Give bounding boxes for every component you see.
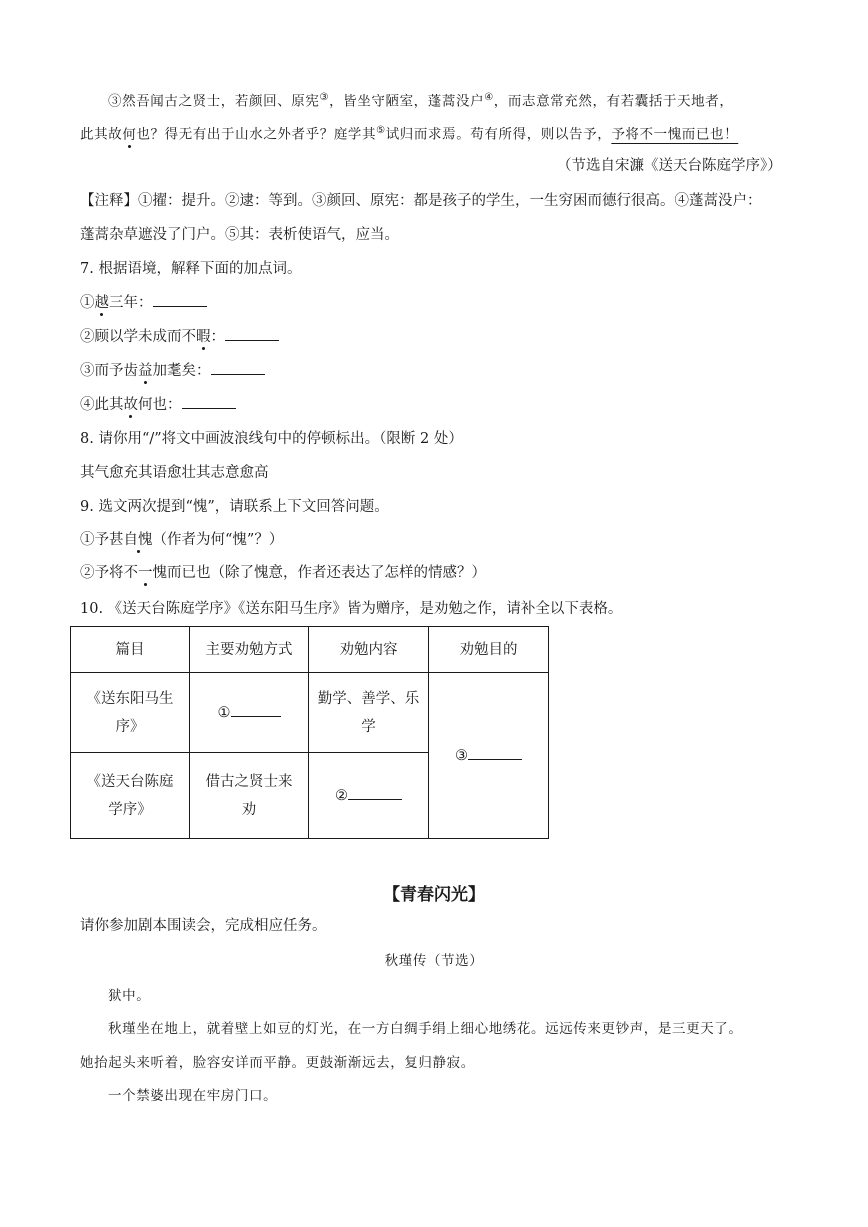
cell-text: 勤学、善学、乐	[317, 690, 420, 707]
title-cell	[71, 753, 190, 839]
header-cell: 主要劝勉方式	[190, 627, 309, 673]
dotted-word: 自愧	[123, 532, 153, 548]
passage-source: （节选自宋濂《送天台陈庭学序》）	[557, 158, 782, 174]
cell-text: ②	[335, 787, 348, 804]
item-suffix: ：	[210, 329, 225, 345]
table-row	[71, 673, 549, 753]
answer-blank[interactable]	[211, 360, 265, 375]
answer-blank[interactable]	[153, 292, 207, 307]
item-suffix: 而已也（除了愧意，作者还表达了怎样的情感？）	[167, 565, 486, 581]
item-prefix: ③而予齿	[80, 363, 138, 379]
header-cell: 篇目	[71, 627, 190, 673]
underlined-sentence: 予将不一愧而已也！	[611, 126, 739, 143]
dotted-word: 不一愧	[123, 565, 167, 581]
method-cell	[190, 753, 309, 839]
q9-item-1	[80, 530, 283, 550]
section-heading: 【青春闪光】	[383, 885, 485, 905]
notes-line-1: 【注释】①擢：提升。②逮：等到。③颜回、原宪：都是孩子的学生，一生穷困而德行很高。④蓬蒿没户：	[80, 193, 762, 209]
play-paragraph-2: 一个禁婆出现在牢房门口。	[108, 1088, 278, 1104]
item-prefix: ①	[80, 295, 95, 311]
q9-item-2	[80, 563, 486, 583]
content-cell	[309, 753, 429, 839]
q7-item-4	[80, 394, 236, 415]
header-cell: 劝勉目的	[429, 627, 549, 673]
passage-text: ，皆坐守陋室，蓬蒿没户	[329, 93, 485, 110]
q7-item-2	[80, 326, 279, 347]
cell-text: 《送天台陈庭	[86, 773, 174, 790]
q8-sentence: 其气愈充其语愈壮其志意愈高	[80, 465, 269, 481]
comparison-table	[70, 626, 549, 839]
passage-text: 试归而求焉。苟有所得，则以告予，	[385, 126, 612, 143]
q7-item-3	[80, 360, 265, 381]
header-cell: 劝勉内容	[309, 627, 429, 673]
play-paragraph-line-1: 秋瑾坐在地上，就着壁上如豆的灯光，在一方白绸手绢上细心地绣花。远远传来更钞声，是三更天了。	[108, 1021, 743, 1037]
cell-text: 《送东阳马生	[86, 690, 174, 707]
cell-text: 学	[361, 718, 376, 735]
passage-line-1	[108, 88, 733, 112]
dotted-word: 故	[123, 397, 138, 413]
q8-stem: 8. 请你用“/”将文中画波浪线句中的停顿标出。（限断 2 处）	[80, 431, 463, 447]
passage-text: 也？得无有出于山水之外者乎？庭学其	[136, 126, 377, 143]
cell-text: 序》	[115, 718, 145, 735]
dotted-word: 何	[122, 126, 137, 143]
passage-line-2	[80, 121, 738, 145]
play-paragraph-line-2: 她抬起头来听着，脸容安详而平静。更鼓渐渐远去，复归静寂。	[80, 1055, 475, 1071]
answer-blank[interactable]	[182, 394, 236, 409]
cell-text: ①	[217, 704, 231, 721]
cell-text: 学序》	[108, 801, 152, 818]
answer-blank[interactable]	[468, 745, 522, 760]
footnote-marker: ③	[319, 92, 330, 103]
cell-text: 劝	[241, 801, 257, 818]
item-suffix: 三年：	[109, 295, 153, 311]
passage-text: ，而志意常充然，有若囊括于天地者，	[493, 93, 734, 110]
footnote-marker: ④	[484, 92, 494, 103]
item-prefix: ②予将	[80, 565, 124, 581]
dotted-word: 越	[94, 295, 109, 311]
footnote-marker: ⑤	[376, 125, 386, 136]
section-intro: 请你参加剧本围读会，完成相应任务。	[80, 918, 327, 934]
content-cell	[309, 673, 429, 753]
q9-stem: 9. 选文两次提到“愧”，请联系上下文回答问题。	[80, 499, 389, 515]
item-prefix: ①予甚	[80, 532, 124, 548]
title-cell	[71, 673, 190, 753]
item-suffix: 何也：	[138, 397, 182, 413]
method-cell	[190, 673, 309, 753]
scene-line: 狱中。	[108, 988, 151, 1004]
answer-blank[interactable]	[225, 326, 279, 341]
answer-blank[interactable]	[231, 702, 281, 717]
notes-line-2: 蓬蒿杂草遮没了门户。⑤其：表析使语气，应当。	[80, 227, 399, 243]
item-suffix: （作者为何“愧”？）	[152, 532, 284, 548]
purpose-cell	[429, 673, 549, 839]
passage-text: ③然吾闻古之贤士，若颜回、原宪	[108, 93, 320, 110]
item-suffix: 加耄矣：	[152, 363, 211, 379]
q10-stem: 10. 《送天台陈庭学序》《送东阳马生序》皆为赠序，是劝勉之作，请补全以下表格。	[80, 601, 623, 617]
cell-text: ③	[455, 747, 468, 764]
dotted-word: 益	[138, 363, 153, 379]
item-prefix: ④此其	[80, 397, 124, 413]
passage-text: 此其故	[80, 126, 123, 143]
q7-item-1	[80, 292, 207, 313]
q7-stem: 7. 根据语境，解释下面的加点词。	[80, 261, 302, 277]
cell-text: 借古之贤士来	[205, 773, 293, 790]
table-header-row	[71, 627, 549, 673]
play-title: 秋瑾传（节选）	[384, 953, 484, 969]
item-prefix: ②顾以学未成而不	[80, 329, 196, 345]
dotted-word: 暇	[196, 329, 211, 345]
answer-blank[interactable]	[348, 785, 402, 800]
